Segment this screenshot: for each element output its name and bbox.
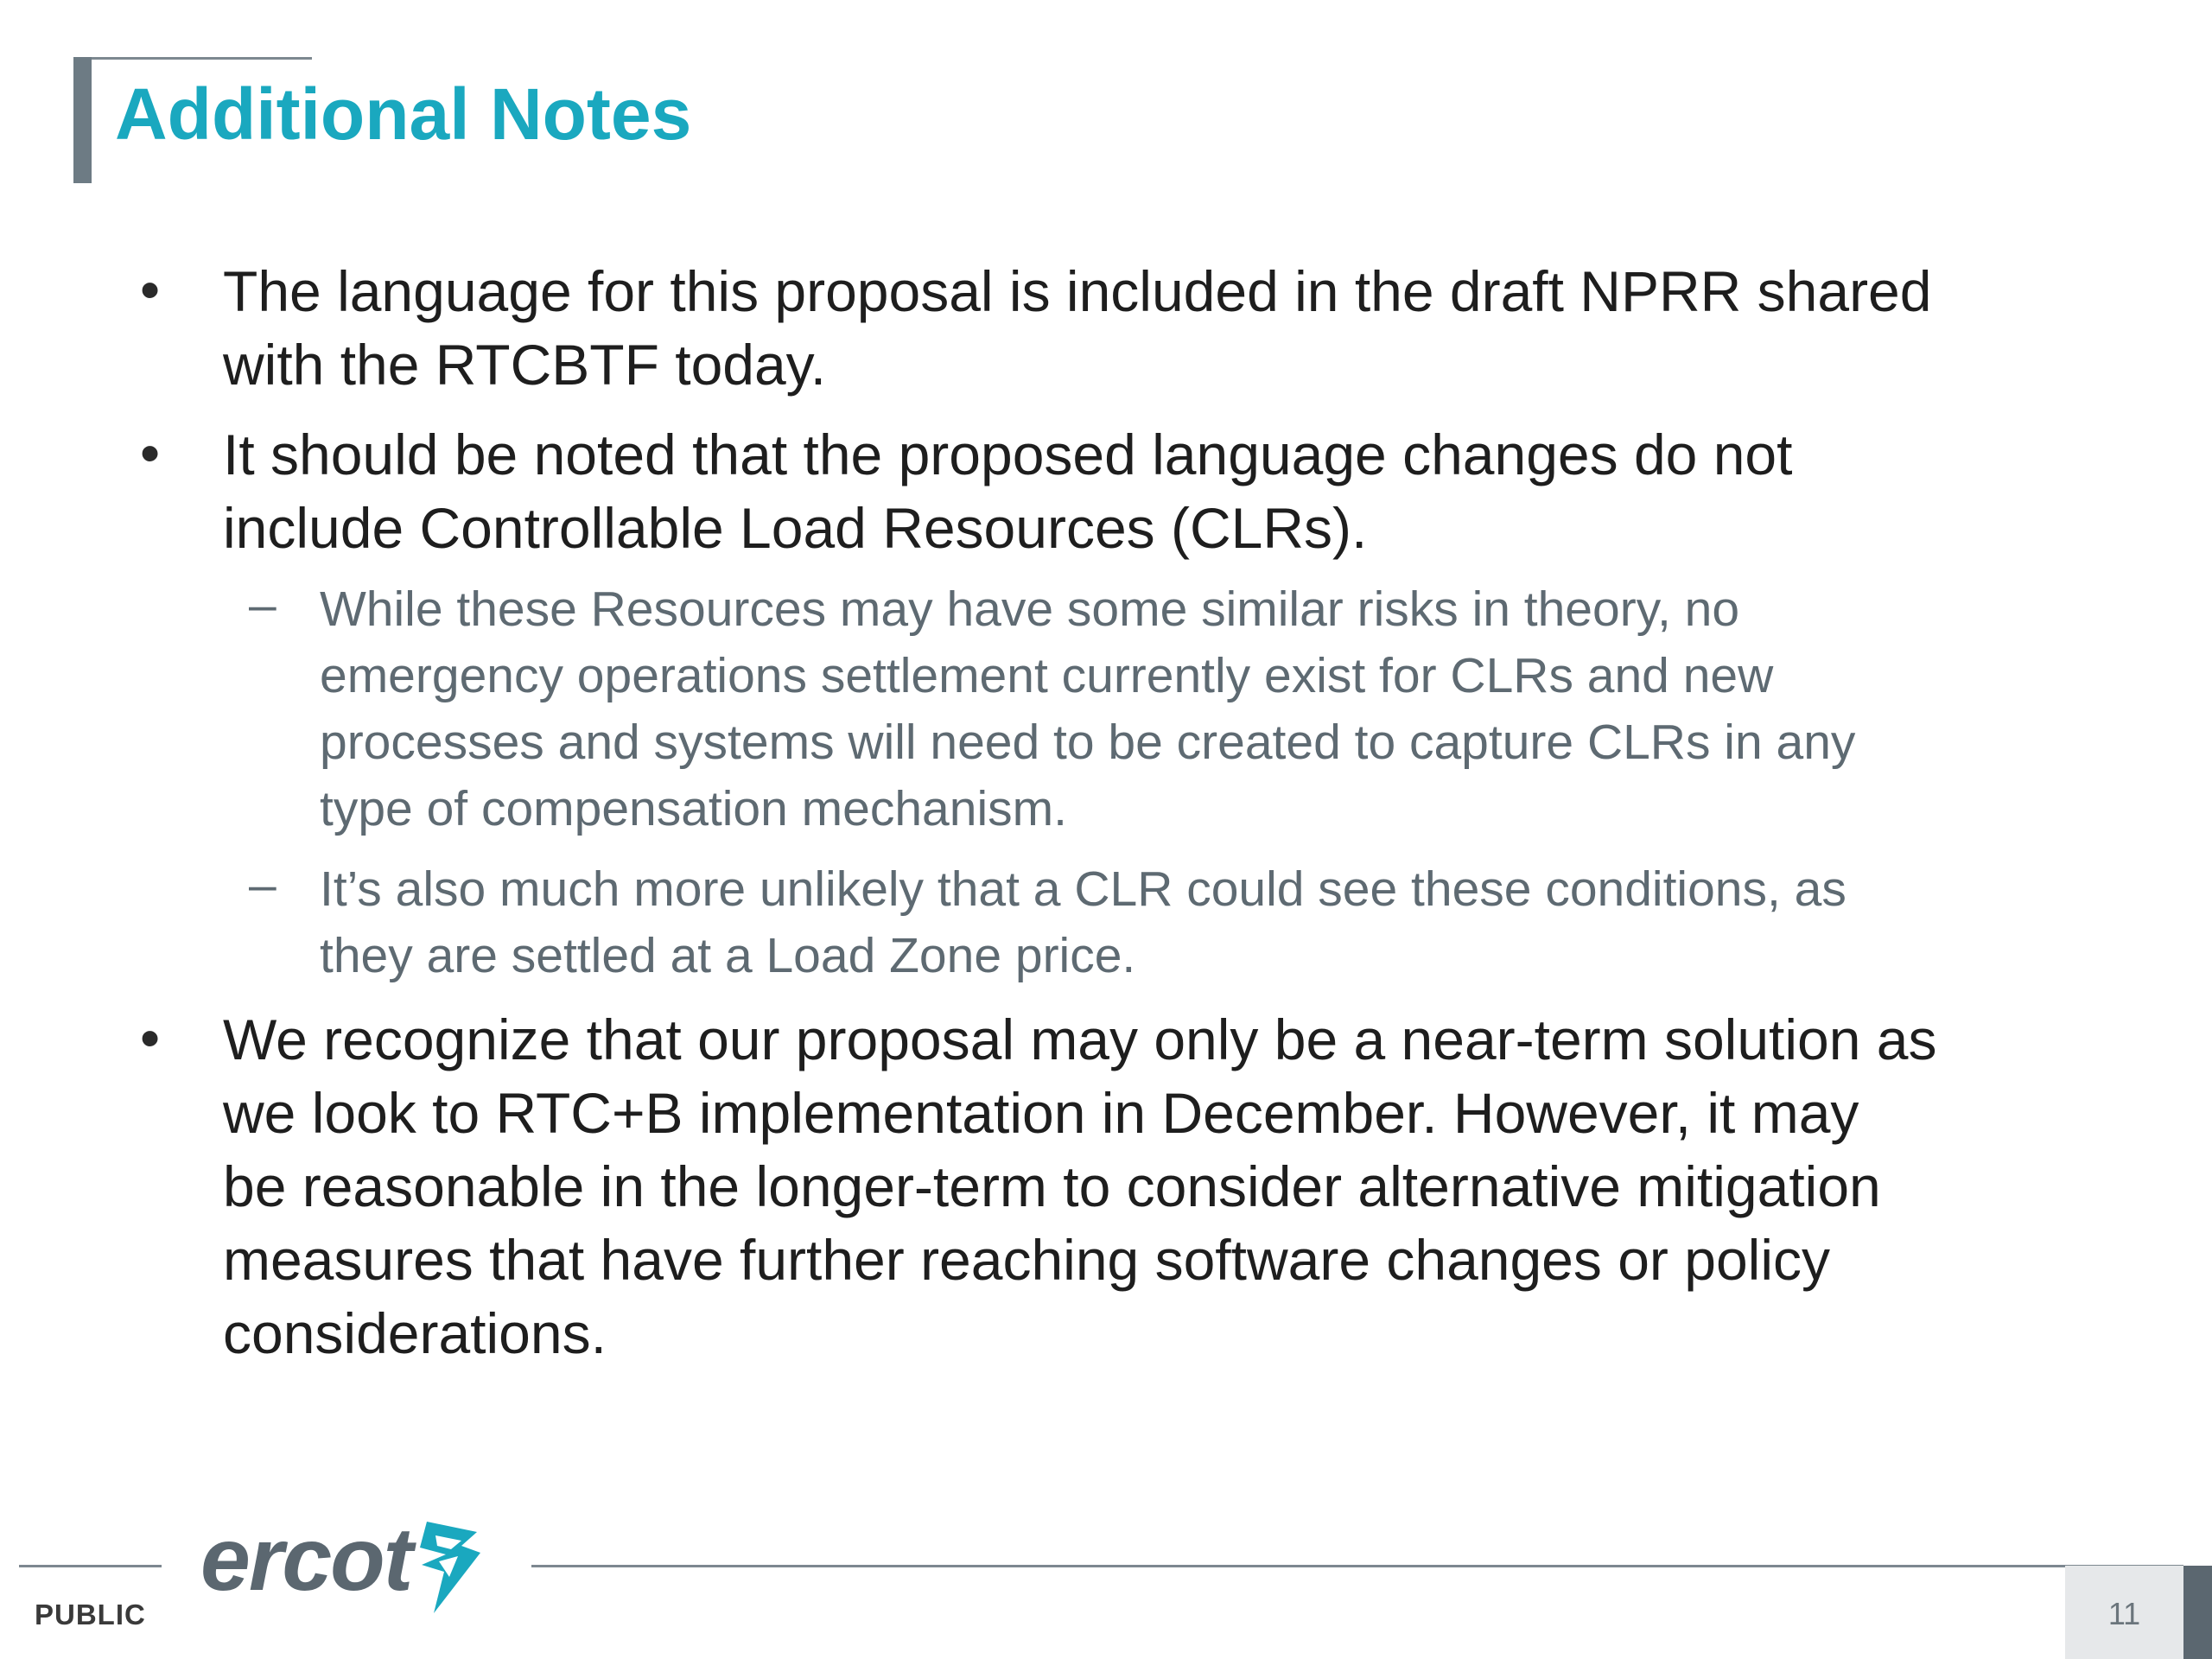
page-edge-bar bbox=[2183, 1566, 2212, 1659]
footer-rule-left bbox=[19, 1565, 162, 1567]
bullet-line: we look to RTC+B implementation in December. However, it may bbox=[223, 1081, 1859, 1145]
bullet-line: measures that have further reaching software changes or policy bbox=[223, 1228, 1830, 1292]
bullet-text bbox=[223, 255, 2081, 402]
logo-wordmark: ercot bbox=[200, 1510, 412, 1610]
sub-bullet-marker: – bbox=[249, 857, 276, 912]
bullet-text bbox=[223, 1003, 2081, 1370]
title-bracket-bar bbox=[73, 57, 92, 183]
sub-bullet-line: they are settled at a Load Zone price. bbox=[320, 928, 1136, 983]
bullet-line: It should be noted that the proposed language changes do not bbox=[223, 423, 1793, 486]
bullet-line: We recognize that our proposal may only be a near-term solution as bbox=[223, 1007, 1937, 1071]
bullet-line: The language for this proposal is included in the draft NPRR shared bbox=[223, 259, 1932, 323]
sub-bullet-line: It’s also much more unlikely that a CLR could see these conditions, as bbox=[320, 861, 1847, 917]
bullet-marker: • bbox=[140, 1006, 161, 1070]
page-number: 11 bbox=[2107, 1596, 2141, 1631]
slide-title: Additional Notes bbox=[115, 73, 692, 155]
bullet-marker: • bbox=[140, 421, 161, 485]
sub-bullet-line: emergency operations settlement currently exist for CLRs and new bbox=[320, 648, 1774, 703]
sub-bullet-text bbox=[320, 576, 2074, 842]
lightning-bolt-icon bbox=[401, 1516, 484, 1620]
bullet-line: considerations. bbox=[223, 1301, 607, 1365]
title-bracket-top bbox=[73, 57, 312, 60]
bullet-line: with the RTCBTF today. bbox=[223, 333, 827, 397]
sub-bullet-marker: – bbox=[249, 577, 276, 632]
sub-bullet-line: processes and systems will need to be created to capture CLRs in any bbox=[320, 715, 1856, 770]
bullet-marker: • bbox=[140, 257, 161, 321]
sub-bullet-line: While these Resources may have some similar risks in theory, no bbox=[320, 582, 1740, 637]
sub-bullet-text bbox=[320, 856, 2074, 989]
sub-bullet-line: type of compensation mechanism. bbox=[320, 781, 1067, 836]
bullet-line: be reasonable in the longer-term to consider alternative mitigation bbox=[223, 1154, 1881, 1218]
classification-label: PUBLIC bbox=[35, 1599, 146, 1630]
footer-rule-right bbox=[531, 1565, 2183, 1567]
bullet-line: include Controllable Load Resources (CLRs). bbox=[223, 496, 1368, 560]
bullet-text bbox=[223, 418, 2081, 565]
ercot-logo bbox=[200, 1508, 494, 1620]
